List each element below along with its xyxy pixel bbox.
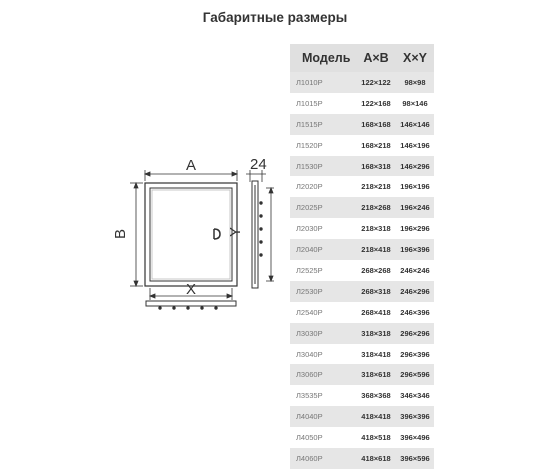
header-model: Модель bbox=[302, 51, 351, 65]
table-header bbox=[290, 44, 434, 72]
ab-cell: 168×218 bbox=[361, 140, 391, 150]
ab-cell: 218×218 bbox=[361, 182, 391, 192]
ab-cell: 318×618 bbox=[361, 370, 391, 380]
page-title: Габаритные размеры bbox=[202, 10, 348, 25]
header-xy: X×Y bbox=[403, 51, 427, 65]
ab-cell: 168×318 bbox=[361, 161, 391, 171]
table-row bbox=[290, 385, 434, 406]
ab-cell: 418×418 bbox=[361, 412, 391, 422]
dimension-b-label: B bbox=[112, 228, 129, 239]
xy-cell: 396×596 bbox=[400, 453, 430, 463]
table-body bbox=[290, 72, 434, 469]
ab-cell: 218×268 bbox=[361, 203, 391, 213]
ab-cell: 318×318 bbox=[361, 328, 391, 338]
xy-cell: 98×146 bbox=[402, 98, 428, 108]
model-cell: Л4050Р bbox=[296, 433, 323, 443]
table-row bbox=[290, 281, 434, 302]
xy-cell: 246×396 bbox=[400, 307, 430, 317]
xy-cell: 246×296 bbox=[400, 286, 430, 296]
model-cell: Л2530Р bbox=[296, 286, 323, 296]
model-cell: Л1520Р bbox=[296, 140, 323, 150]
header-ab: A×B bbox=[363, 51, 389, 65]
dimension-depth-label: 24 bbox=[250, 156, 267, 173]
hatch-bottom-view bbox=[146, 301, 236, 309]
table-row bbox=[290, 135, 434, 156]
table-row bbox=[290, 197, 434, 218]
model-cell: Л2040Р bbox=[296, 245, 323, 255]
model-cell: Л3040Р bbox=[296, 349, 323, 359]
xy-cell: 396×396 bbox=[400, 412, 430, 422]
model-cell: Л3535Р bbox=[296, 391, 323, 401]
table-row bbox=[290, 302, 434, 323]
dimension-y-label: Y bbox=[227, 226, 244, 237]
ab-cell: 218×318 bbox=[361, 224, 391, 234]
ab-cell: 268×418 bbox=[361, 307, 391, 317]
model-cell: Л3030Р bbox=[296, 328, 323, 338]
xy-cell: 196×396 bbox=[400, 245, 430, 255]
xy-cell: 146×296 bbox=[400, 161, 430, 171]
table-row bbox=[290, 406, 434, 427]
table-row bbox=[290, 344, 434, 365]
table-row bbox=[290, 260, 434, 281]
model-cell: Л1010Р bbox=[296, 77, 323, 87]
hatch-front-view bbox=[145, 183, 237, 286]
dimensions-table bbox=[290, 44, 434, 469]
ab-cell: 218×418 bbox=[361, 245, 391, 255]
table-row bbox=[290, 448, 434, 469]
outer-frame bbox=[145, 183, 237, 286]
ab-cell: 168×168 bbox=[361, 119, 391, 129]
dimension-x-label: X bbox=[186, 281, 197, 298]
model-cell: Л4060Р bbox=[296, 453, 323, 463]
table-row bbox=[290, 427, 434, 448]
table-row bbox=[290, 323, 434, 344]
table-row bbox=[290, 93, 434, 114]
xy-cell: 196×196 bbox=[400, 182, 430, 192]
hatch-side-view bbox=[252, 181, 262, 288]
ab-cell: 318×418 bbox=[361, 349, 391, 359]
ab-cell: 418×518 bbox=[361, 433, 391, 443]
model-cell: Л1015Р bbox=[296, 98, 323, 108]
ab-cell: 418×618 bbox=[361, 453, 391, 463]
model-cell: Л3060Р bbox=[296, 370, 323, 380]
xy-cell: 196×246 bbox=[400, 203, 430, 213]
table-row bbox=[290, 218, 434, 239]
model-cell: Л2540Р bbox=[296, 307, 323, 317]
xy-cell: 396×496 bbox=[400, 433, 430, 443]
ab-cell: 268×268 bbox=[361, 265, 391, 275]
dimension-a-label: A bbox=[186, 157, 197, 174]
table-row bbox=[290, 156, 434, 177]
table-row bbox=[290, 364, 434, 385]
table-row bbox=[290, 72, 434, 93]
dimension-b bbox=[130, 183, 143, 286]
model-cell: Л2525Р bbox=[296, 265, 323, 275]
ab-cell: 368×368 bbox=[361, 391, 391, 401]
xy-cell: 146×146 bbox=[400, 119, 430, 129]
model-cell: Л4040Р bbox=[296, 412, 323, 422]
model-cell: Л2030Р bbox=[296, 224, 323, 234]
ab-cell: 268×318 bbox=[361, 286, 391, 296]
xy-cell: 246×246 bbox=[400, 265, 430, 275]
table-row bbox=[290, 114, 434, 135]
model-cell: Л2025Р bbox=[296, 203, 323, 213]
xy-cell: 296×296 bbox=[400, 328, 430, 338]
ab-cell: 122×168 bbox=[361, 98, 391, 108]
model-cell: Л1530Р bbox=[296, 161, 323, 171]
dimension-y bbox=[266, 188, 274, 281]
hatch-dimension-drawing bbox=[110, 148, 280, 318]
table-row bbox=[290, 239, 434, 260]
table-row bbox=[290, 176, 434, 197]
xy-cell: 296×596 bbox=[400, 370, 430, 380]
model-cell: Л1515Р bbox=[296, 119, 323, 129]
xy-cell: 346×346 bbox=[400, 391, 430, 401]
xy-cell: 146×196 bbox=[400, 140, 430, 150]
model-cell: Л2020Р bbox=[296, 182, 323, 192]
xy-cell: 98×98 bbox=[404, 77, 426, 87]
xy-cell: 296×396 bbox=[400, 349, 430, 359]
xy-cell: 196×296 bbox=[400, 224, 430, 234]
ab-cell: 122×122 bbox=[361, 77, 391, 87]
